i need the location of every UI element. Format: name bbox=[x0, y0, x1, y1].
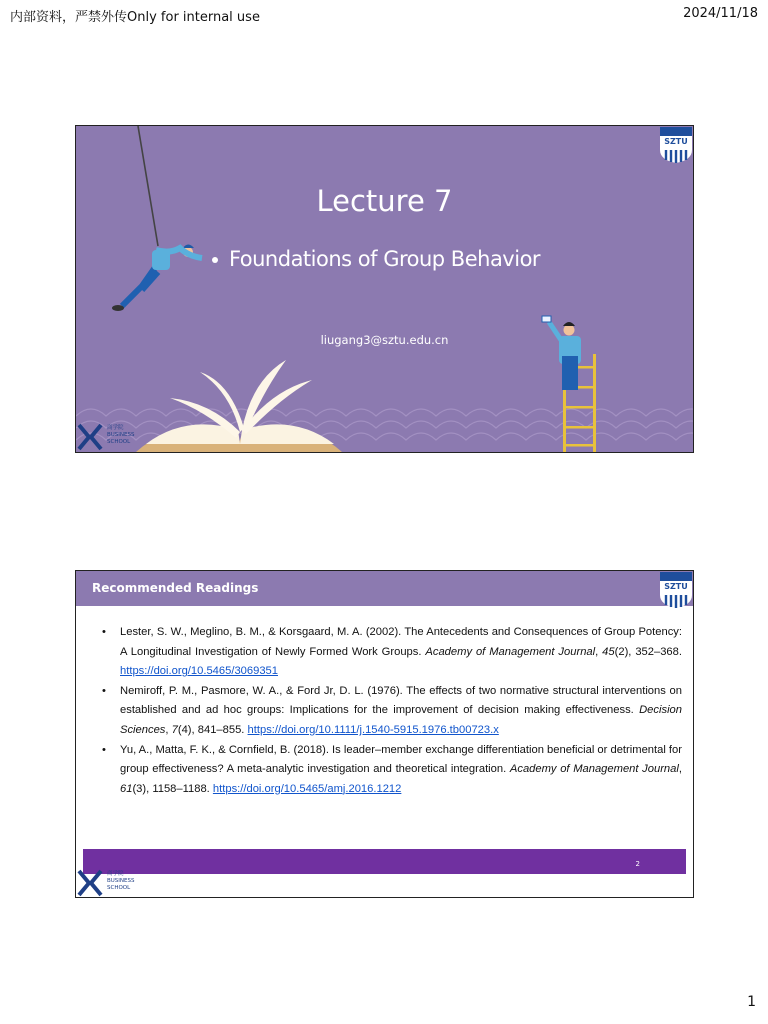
doi-link[interactable]: https://doi.org/10.5465/amj.2016.1212 bbox=[212, 782, 402, 795]
slide-heading: Recommended Readings bbox=[92, 581, 259, 595]
reference-volume: 61 bbox=[120, 782, 133, 795]
reference-item bbox=[100, 623, 682, 682]
business-school-mark bbox=[77, 423, 147, 453]
reference-pages: (2), 352–368. bbox=[614, 645, 682, 658]
reference-text: Yu, A., Matta, F. K., & Cornfield, B. (2018). Is leader–member exchange differentiation beneficial or detrimental for group effectiveness? A meta-analytic investigation and theoretical integration. bbox=[120, 743, 682, 776]
business-school-cn: 商学院 bbox=[107, 871, 124, 877]
logo-text: SZTU bbox=[664, 582, 688, 591]
reference-journal: Academy of Management Journal bbox=[425, 645, 596, 658]
document-date: 2024/11/18 bbox=[683, 6, 758, 21]
business-school-cn: 商学院 bbox=[107, 425, 124, 431]
reference-journal: Decision Sciences bbox=[120, 704, 682, 736]
reference-text: Lester, S. W., Meglino, B. M., & Korsgaard, M. A. (2002). The Antecedents and Consequences of Group Potency: A Longitudinal Investigation of Newly Formed Work Groups. bbox=[120, 626, 682, 658]
business-school-en-2: SCHOOL bbox=[107, 439, 131, 445]
slide-1-illustration bbox=[76, 126, 693, 452]
slide-title: Lecture 7 bbox=[316, 184, 453, 218]
reference-item bbox=[100, 682, 682, 741]
reference-pages: (3), 1158–1188. bbox=[132, 782, 213, 795]
slide-1-title bbox=[75, 125, 694, 453]
business-school-icon bbox=[77, 423, 103, 451]
slide-subtitle: Foundations of Group Behavior bbox=[228, 247, 541, 271]
reference-text: Nemiroff, P. M., Pasmore, W. A., & Ford Jr, D. L. (1976). The effects of two normative structural interventions on established and ad hoc groups: Implications for the improvement of decision making effectiveness. bbox=[120, 684, 682, 717]
slide-number: 2 bbox=[635, 860, 640, 868]
sztu-logo bbox=[660, 127, 692, 163]
business-school-en-2: SCHOOL bbox=[107, 885, 131, 891]
slide-2-readings bbox=[75, 570, 694, 898]
reference-volume: 45 bbox=[602, 645, 615, 658]
business-school-en-1: BUSINESS bbox=[107, 432, 135, 438]
document-header-label: 内部资料，严禁外传Only for internal use bbox=[10, 10, 260, 25]
doi-link[interactable]: https://doi.org/10.1111/j.1540-5915.1976.tb00723.x bbox=[247, 723, 499, 736]
reference-sep: , bbox=[678, 763, 682, 776]
reference-pages: (4), 841–855. bbox=[177, 723, 248, 736]
footer-bar bbox=[83, 849, 686, 874]
logo-cap bbox=[660, 127, 692, 136]
reference-item bbox=[100, 741, 682, 800]
reference-volume: 7 bbox=[171, 723, 178, 736]
reference-list bbox=[100, 623, 682, 799]
business-school-mark bbox=[77, 869, 147, 898]
reference-sep: , bbox=[595, 645, 603, 658]
slide-header-bar bbox=[76, 571, 693, 606]
page-number: 1 bbox=[747, 994, 756, 1010]
open-book-illustration bbox=[136, 360, 342, 452]
business-school-en-1: BUSINESS bbox=[107, 878, 135, 884]
author-email: liugang3@sztu.edu.cn bbox=[320, 333, 449, 347]
logo-cap bbox=[660, 572, 692, 581]
logo-text: SZTU bbox=[664, 137, 688, 146]
reference-sep: , bbox=[165, 723, 172, 736]
doi-link[interactable]: https://doi.org/10.5465/3069351 bbox=[120, 665, 278, 678]
business-school-icon bbox=[77, 869, 103, 897]
sztu-logo bbox=[660, 572, 692, 608]
reference-journal: Academy of Management Journal bbox=[509, 763, 679, 776]
